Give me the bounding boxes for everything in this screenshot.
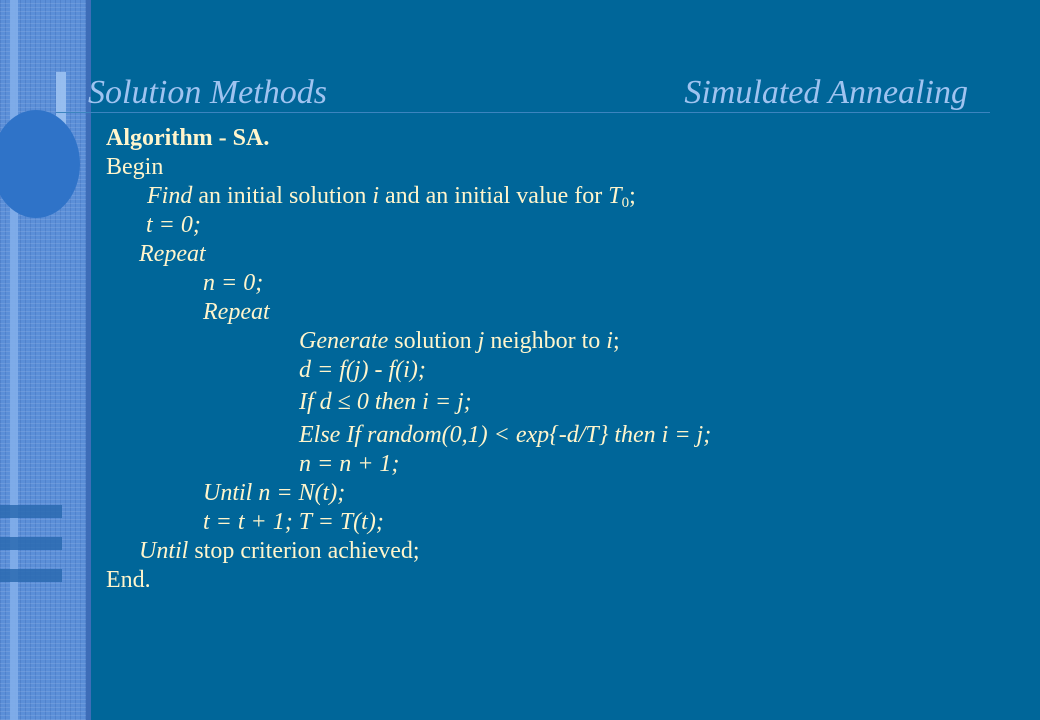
repeat-outer: Repeat [139,241,206,267]
n-init-line: n = 0; [203,270,264,296]
decorative-vertical-bar [10,0,18,720]
repeat-inner: Repeat [203,299,270,325]
algorithm-heading: Algorithm - SA. [106,125,270,151]
find-keyword: Find [147,183,193,209]
decorative-block [0,505,62,518]
algorithm-listing [106,124,711,595]
t-update-line: t = t + 1; T = T(t); [203,509,384,535]
end-line: End. [106,567,151,593]
t-init-line: t = 0; [146,212,201,238]
until-inner-line: Until n = N(t); [203,480,346,506]
d-line: d = f(j) - f(i); [299,357,426,383]
title-divider [56,112,990,113]
if-line: If d ≤ 0 then i = j; [299,389,472,415]
begin-line: Begin [106,154,164,180]
n-increment-line: n = n + 1; [299,451,400,477]
find-line: Find an initial solution i and an initial value for $T_0$; [147,183,636,211]
decorative-block [0,537,62,550]
section-title: Solution Methods [88,74,327,111]
else-line: Else If random(0,1) < exp{-d/T} then i = j; [299,422,712,448]
decorative-block [0,569,62,582]
generate-line: Generate solution j neighbor to i; [299,328,620,354]
until-outer-line: Until stop criterion achieved; [139,538,420,564]
topic-title: Simulated Annealing [684,74,968,111]
